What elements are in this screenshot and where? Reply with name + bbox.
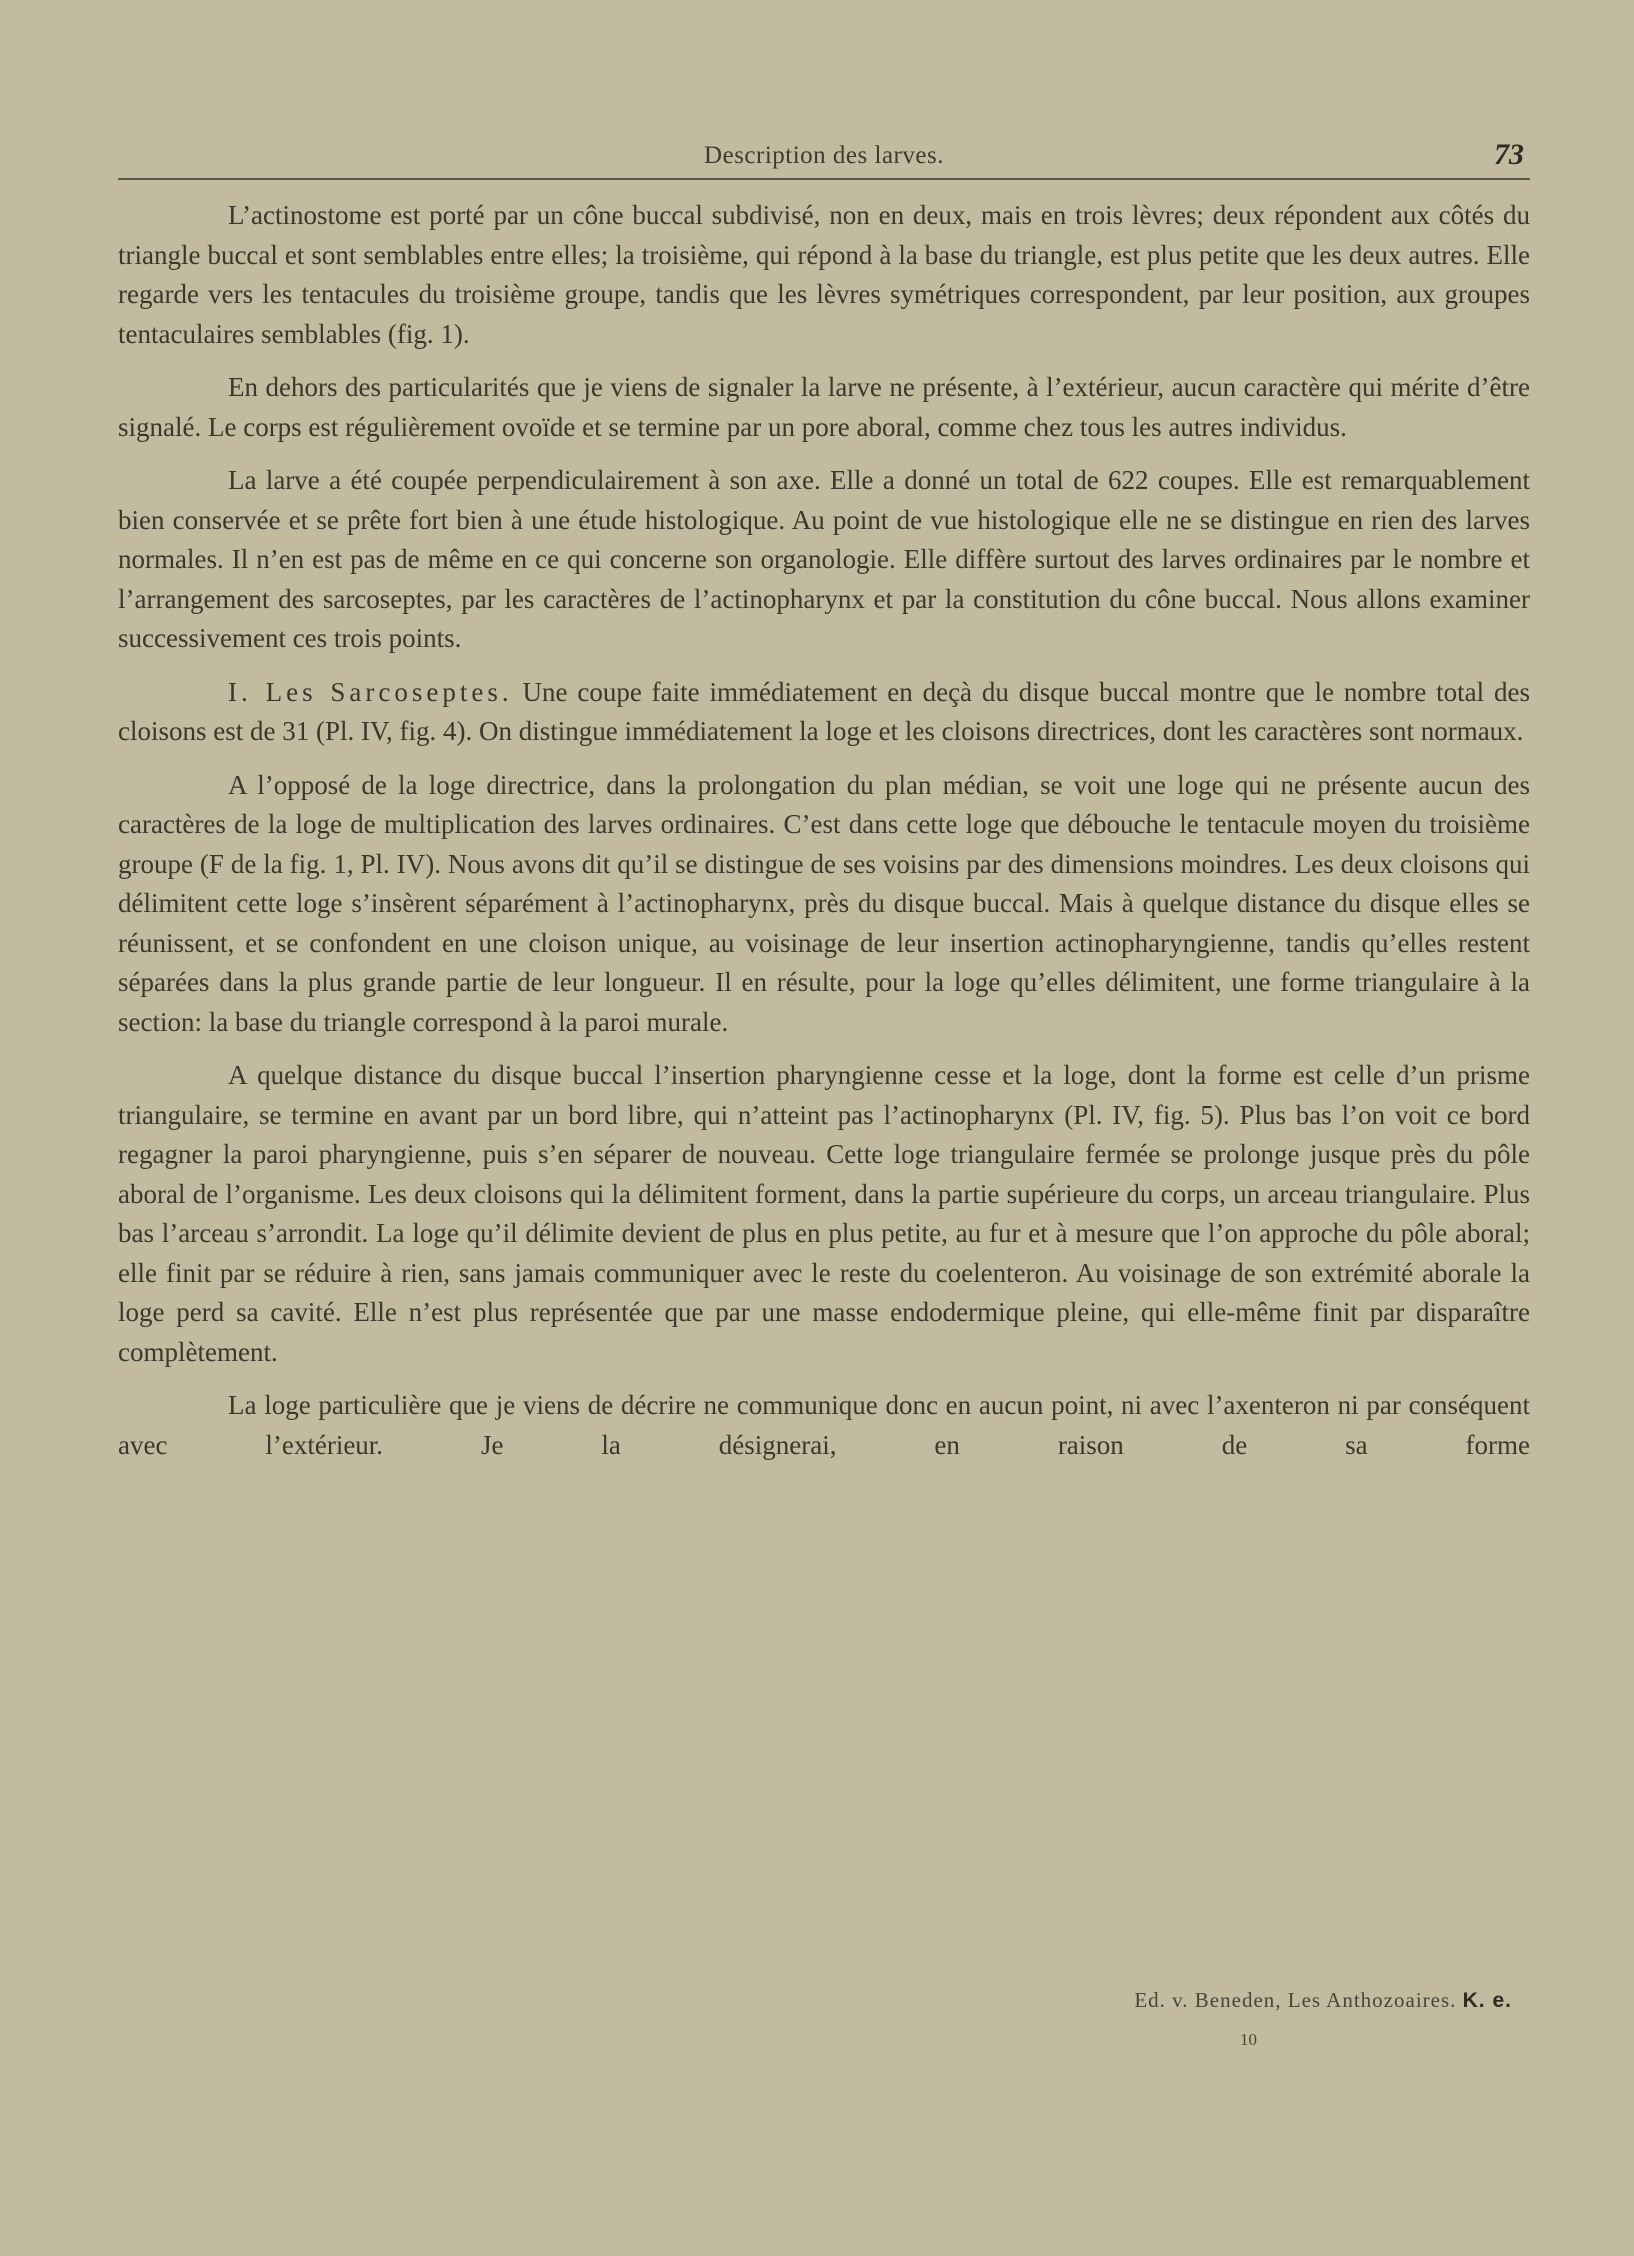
header-title: Description des larves. bbox=[704, 142, 944, 169]
paragraph-5 bbox=[118, 766, 1530, 1043]
paragraph-text: L’actinostome est porté par un cône buccal subdivisé, non en deux, mais en trois lèvres; deux répondent aux côtés du triangle buccal et sont semblables entre elles; la troisième, qui répond à la base du triangle, est plus petite que les deux autres. Elle regarde vers les tentacules du troisième groupe, tandis que les lèvres symétriques correspondent, par leur position, aux groupes tentaculaires semblables (fig. 1). bbox=[118, 200, 1530, 349]
footer-reference-text: Ed. v. Beneden, Les Anthozoaires. bbox=[1134, 1988, 1457, 2012]
paragraph-text: A quelque distance du disque buccal l’insertion pharyngienne cesse et la loge, dont la forme est celle d’un prisme triangulaire, se termine en avant par un bord libre, qui n’atteint pas l’actinopharynx (Pl. IV, fig. 5). Plus bas l’on voit ce bord regagner la paroi pharyngienne, puis s’en séparer de nouveau. Cette loge triangulaire fermée se prolonge jusque près du pôle aboral de l’organisme. Les deux cloisons qui la délimitent forment, dans la partie supérieure du corps, un arceau triangulaire. Plus bas l’arceau s’arrondit. La loge qu’il délimite devient de plus en plus petite, au fur et à mesure que l’on approche du pôle aboral; elle finit par se réduire à rien, sans jamais communiquer avec le reste du coelenteron. Au voisinage de son extrémité aborale la loge perd sa cavité. Elle n’est plus représentée que par une masse endodermique pleine, qui elle-même finit par disparaître complètement. bbox=[118, 1060, 1530, 1367]
signature-number: 10 bbox=[1240, 2030, 1257, 2049]
section-heading: I. Les Sarcoseptes. bbox=[228, 676, 513, 707]
paragraph-1 bbox=[118, 196, 1530, 354]
footer-reference bbox=[0, 1988, 1512, 2013]
running-header bbox=[118, 138, 1530, 180]
paragraph-text: Une coupe faite immédiatement en deçà du disque buccal montre que le nombre total des cloisons est de 31 (Pl. IV, fig. 4). On distingue immédiatement la loge et les cloisons directrices, dont les caractères sont normaux. bbox=[118, 676, 1531, 746]
footer-mark: K. e. bbox=[1462, 1989, 1512, 2012]
paragraph-text: A l’opposé de la loge directrice, dans la prolongation du plan médian, se voit une loge qui ne présente aucun des caractères de la loge de multiplication des larves ordinaires. C’est dans cette loge que débouche le tentacule moyen du troisième groupe (F de la fig. 1, Pl. IV). Nous avons dit qu’il se distingue de ses voisins par des dimensions moindres. Les deux cloisons qui délimitent cette loge s’insèrent séparément à l’actinopharynx, près du disque buccal. Mais à quelque distance du disque elles se réunissent, et se confondent en une cloison unique, au voisinage de leur insertion actinopharyngienne, tandis qu’elles restent séparées dans la plus grande partie de leur longueur. Il en résulte, pour la loge qu’elles délimitent, une forme triangulaire à la section: la base du triangle correspond à la paroi murale. bbox=[118, 769, 1530, 1037]
paragraph-6 bbox=[118, 1056, 1530, 1372]
paragraph-7 bbox=[118, 1386, 1530, 1465]
paragraph-text: La loge particulière que je viens de décrire ne communique donc en aucun point, ni avec l’axenteron ni par conséquent avec l’extérieur. Je la désignerai, en raison de sa forme bbox=[118, 1390, 1530, 1460]
paragraph-text: En dehors des particularités que je viens de signaler la larve ne présente, à l’extérieur, aucun caractère qui mérite d’être signalé. Le corps est régulièrement ovoïde et se termine par un pore aboral, comme chez tous les autres individus. bbox=[118, 372, 1530, 442]
page-number: 73 bbox=[1494, 138, 1524, 171]
text-body bbox=[118, 196, 1530, 1479]
paragraph-4 bbox=[118, 673, 1530, 752]
paragraph-text: La larve a été coupée perpendiculairement à son axe. Elle a donné un total de 622 coupes. Elle est remarquablement bien conservée et se prête fort bien à une étude histologique. Au point de vue histologique elle ne se distingue en rien des larves normales. Il n’en est pas de même en ce qui concerne son organologie. Elle diffère surtout des larves ordinaires par le nombre et l’arrangement des sarcoseptes, par les caractères de l’actinopharynx et par la constitution du cône buccal. Nous allons examiner successivement ces trois points. bbox=[118, 465, 1530, 653]
paragraph-2 bbox=[118, 368, 1530, 447]
paragraph-3 bbox=[118, 461, 1530, 659]
